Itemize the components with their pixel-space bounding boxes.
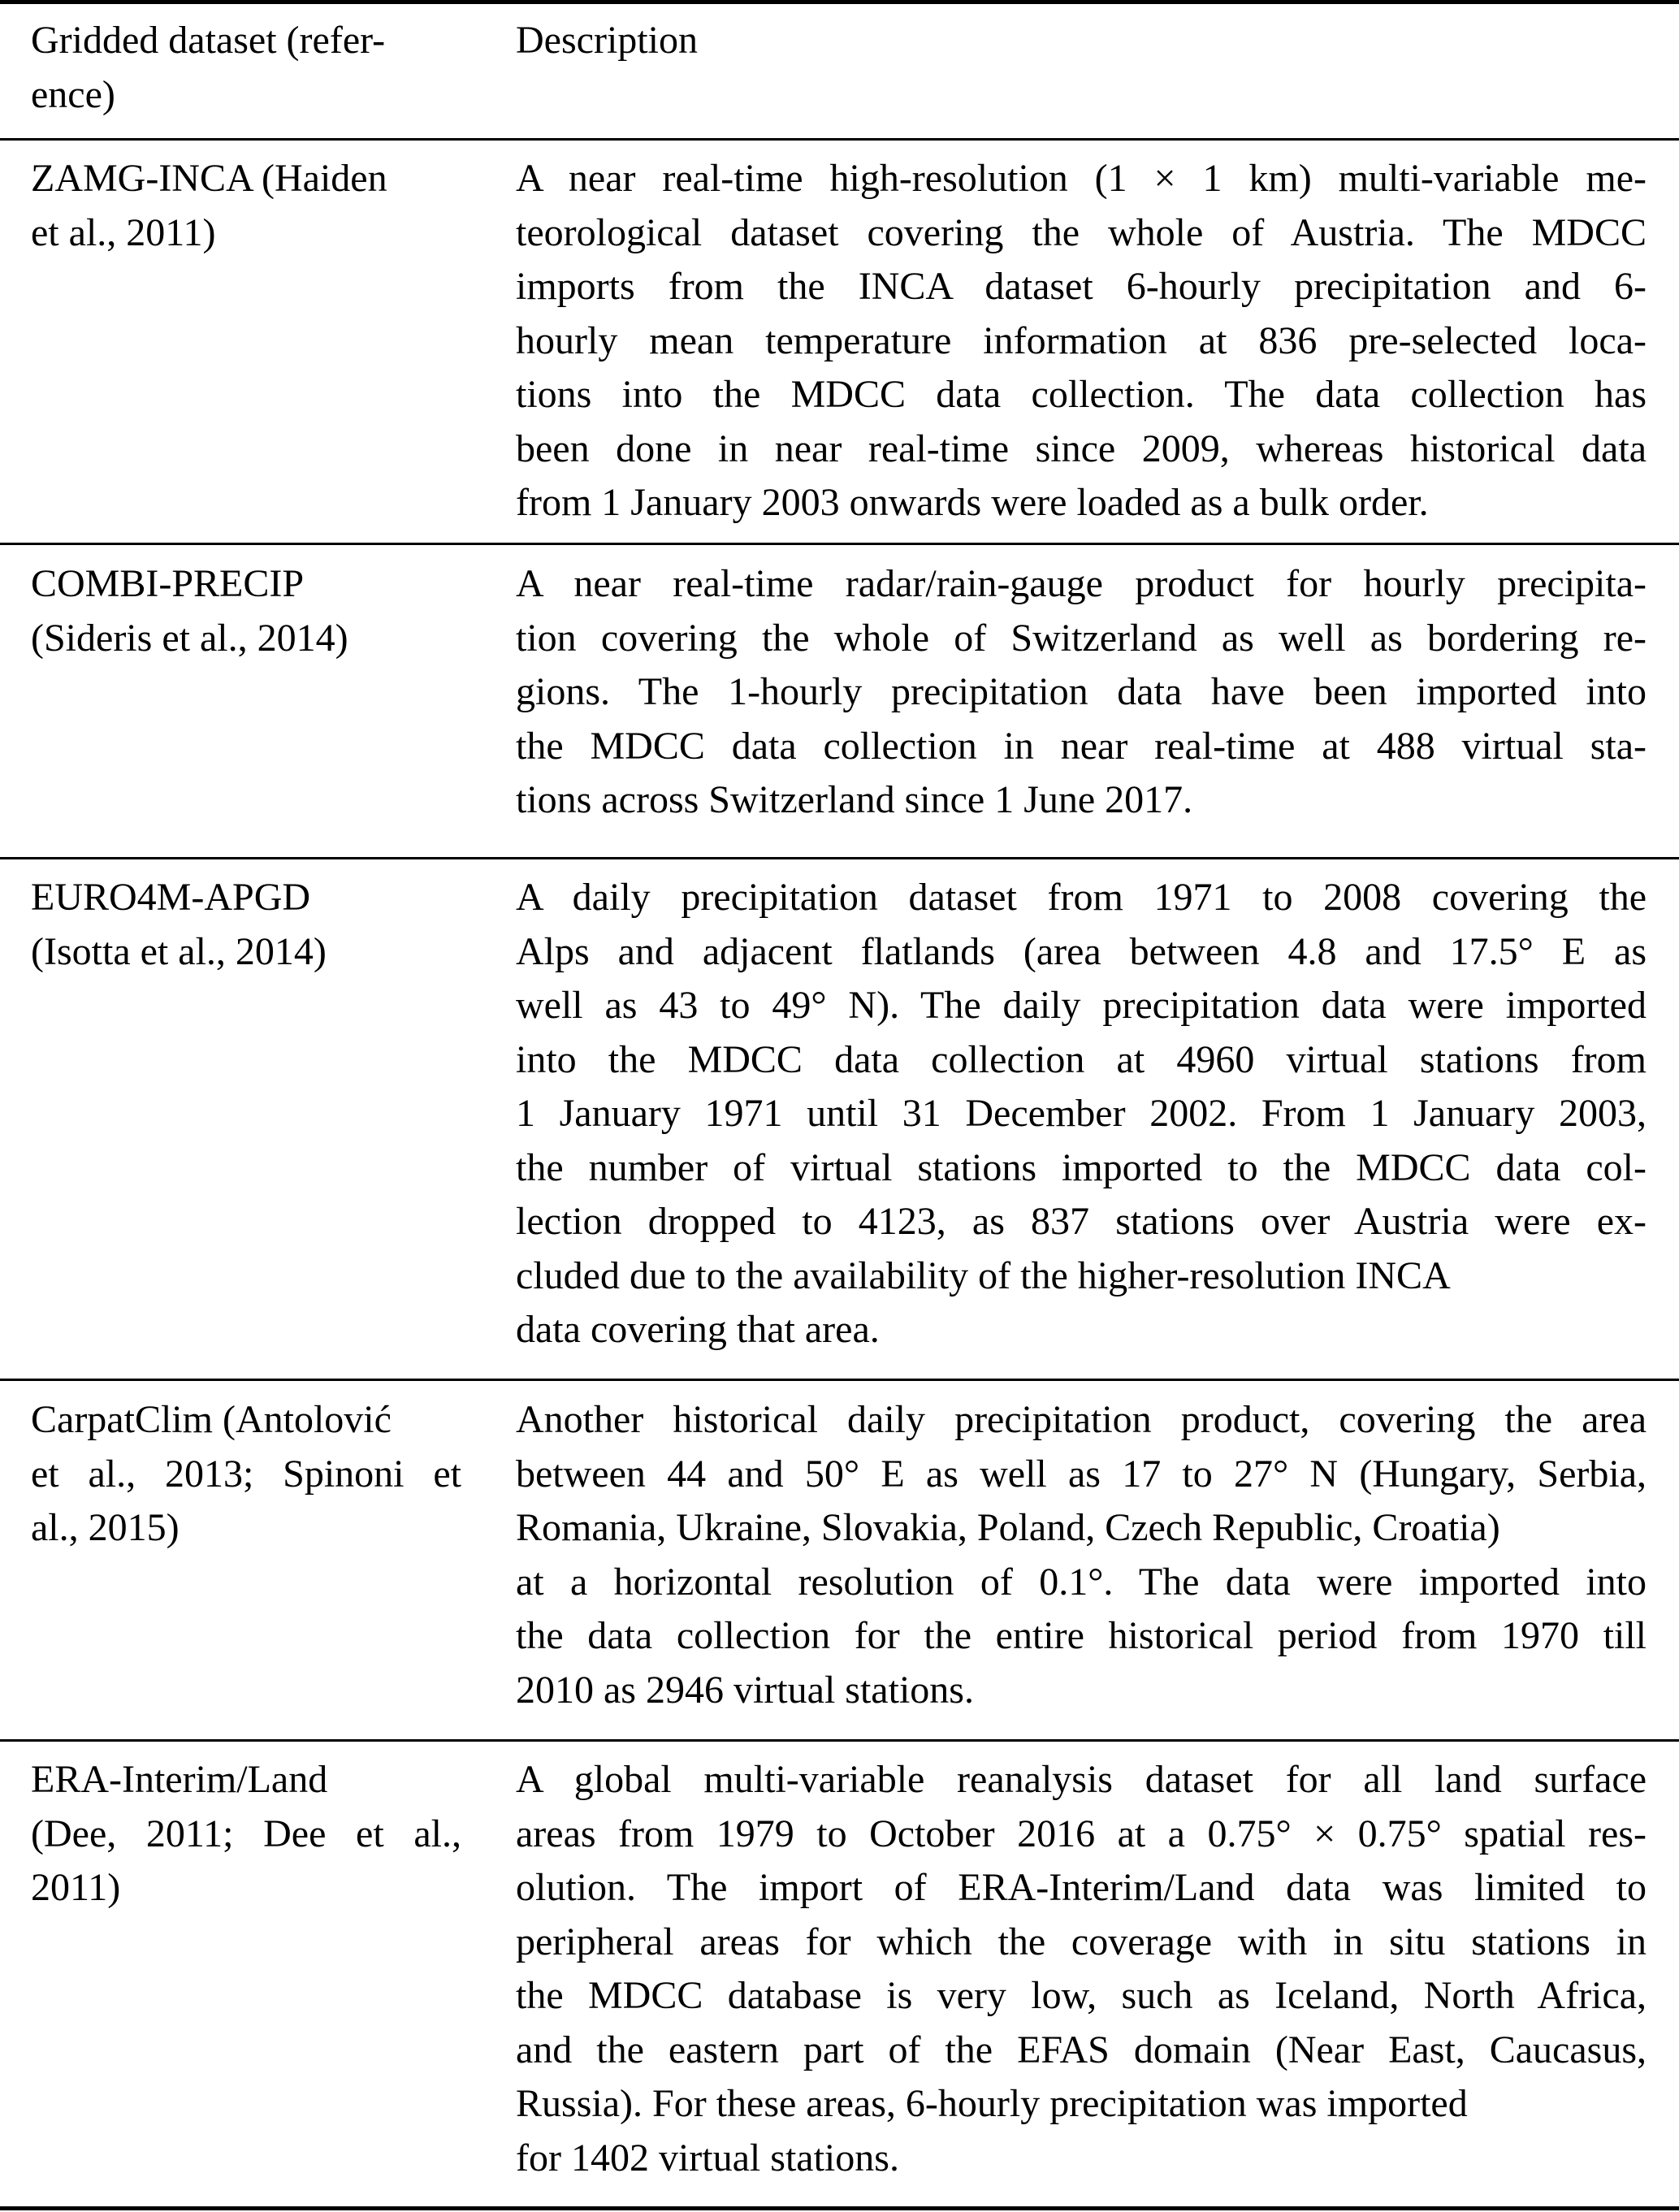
dataset-line: (Isotta et al., 2014) bbox=[31, 929, 327, 973]
description-line: between 44 and 50° E as well as 17 to 27° N (Hungary, Serbia, bbox=[516, 1452, 1647, 1496]
description-line: the MDCC data collection in near real-time at 488 virtual sta- bbox=[516, 724, 1647, 768]
dataset-line: et al., 2011) bbox=[31, 210, 216, 254]
description-line: A global multi-variable reanalysis dataset for all land surface bbox=[516, 1758, 1647, 1801]
dataset-line: EURO4M-APGD bbox=[31, 876, 311, 919]
description-line: hourly mean temperature information at 836 pre-selected loca- bbox=[516, 318, 1647, 362]
description-line: the data collection for the entire historical period from 1970 till bbox=[516, 1614, 1647, 1657]
header-rule bbox=[0, 138, 1679, 141]
description-line: gions. The 1-hourly precipitation data have been imported into bbox=[516, 670, 1647, 713]
header-dataset bbox=[31, 14, 461, 122]
description-line: Alps and adjacent flatlands (area between 4.8 and 17.5° E as bbox=[516, 929, 1647, 973]
dataset-cell bbox=[31, 871, 461, 979]
description-line: Another historical daily precipitation product, covering the area bbox=[516, 1398, 1647, 1441]
dataset-line: ERA-Interim/Land bbox=[31, 1758, 328, 1801]
description-line: Russia). For these areas, 6-hourly precipitation was imported bbox=[516, 2082, 1468, 2125]
header-description bbox=[516, 14, 1647, 68]
header-dataset-line: ence) bbox=[31, 72, 115, 116]
description-line: 1 January 1971 until 31 December 2002. From 1 January 2003, bbox=[516, 1092, 1647, 1135]
description-line: 2010 as 2946 virtual stations. bbox=[516, 1668, 974, 1712]
description-cell bbox=[516, 1753, 1647, 2185]
dataset-cell bbox=[31, 557, 461, 665]
description-line: A daily precipitation dataset from 1971 to 2008 covering the bbox=[516, 876, 1647, 919]
dataset-line: et al., 2013; Spinoni et bbox=[31, 1452, 461, 1496]
description-cell bbox=[516, 152, 1647, 530]
dataset-line: (Dee, 2011; Dee et al., bbox=[31, 1812, 461, 1855]
description-line: areas from 1979 to October 2016 at a 0.75° × 0.75° spatial res- bbox=[516, 1812, 1647, 1855]
description-line: lection dropped to 4123, as 837 stations over Austria were ex- bbox=[516, 1200, 1647, 1243]
dataset-line: CarpatClim (Antolović bbox=[31, 1398, 392, 1441]
description-line: from 1 January 2003 onwards were loaded as a bulk order. bbox=[516, 481, 1429, 524]
description-line: cluded due to the availability of the higher-resolution INCA bbox=[516, 1253, 1451, 1297]
description-cell bbox=[516, 871, 1647, 1357]
description-line: imports from the INCA dataset 6-hourly precipitation and 6- bbox=[516, 265, 1647, 308]
description-line: the MDCC database is very low, such as Iceland, North Africa, bbox=[516, 1974, 1647, 2017]
top-rule bbox=[0, 0, 1679, 4]
row-divider bbox=[0, 1379, 1679, 1381]
description-line: teorological dataset covering the whole of Austria. The MDCC bbox=[516, 210, 1647, 254]
description-line: into the MDCC data collection at 4960 virtual stations from bbox=[516, 1037, 1647, 1081]
description-line: peripheral areas for which the coverage with in situ stations in bbox=[516, 1920, 1647, 1963]
dataset-line: al., 2015) bbox=[31, 1506, 180, 1549]
dataset-line: COMBI-PRECIP bbox=[31, 562, 305, 605]
description-line: well as 43 to 49° N). The daily precipitation data were imported bbox=[516, 984, 1647, 1027]
description-line: A near real-time radar/rain-gauge product for hourly precipita- bbox=[516, 562, 1647, 605]
description-line: the number of virtual stations imported to the MDCC data col- bbox=[516, 1145, 1647, 1189]
description-line: A near real-time high-resolution (1 × 1 km) multi-variable me- bbox=[516, 157, 1647, 200]
description-line: for 1402 virtual stations. bbox=[516, 2136, 899, 2180]
header-description-text: Description bbox=[516, 19, 698, 62]
description-line: tions across Switzerland since 1 June 2017. bbox=[516, 778, 1193, 821]
dataset-cell bbox=[31, 1393, 461, 1556]
dataset-line: 2011) bbox=[31, 1866, 121, 1909]
bottom-rule bbox=[0, 2206, 1679, 2210]
dataset-line: (Sideris et al., 2014) bbox=[31, 616, 348, 660]
description-line: tions into the MDCC data collection. The data collection has bbox=[516, 373, 1647, 416]
description-line: at a horizontal resolution of 0.1°. The data were imported into bbox=[516, 1560, 1647, 1604]
row-divider bbox=[0, 543, 1679, 545]
dataset-line: ZAMG-INCA (Haiden bbox=[31, 157, 387, 200]
description-line: olution. The import of ERA-Interim/Land data was limited to bbox=[516, 1866, 1647, 1909]
dataset-cell bbox=[31, 152, 461, 260]
row-divider bbox=[0, 857, 1679, 859]
dataset-cell bbox=[31, 1753, 461, 1915]
description-cell bbox=[516, 1393, 1647, 1717]
description-line: been done in near real-time since 2009, whereas historical data bbox=[516, 426, 1647, 470]
description-line: data covering that area. bbox=[516, 1308, 880, 1351]
row-divider bbox=[0, 1739, 1679, 1742]
description-line: and the eastern part of the EFAS domain (Near East, Caucasus, bbox=[516, 2028, 1647, 2071]
description-cell bbox=[516, 557, 1647, 828]
header-dataset-line: Gridded dataset (refer- bbox=[31, 19, 386, 62]
description-line: tion covering the whole of Switzerland as well as bordering re- bbox=[516, 616, 1647, 660]
description-line: Romania, Ukraine, Slovakia, Poland, Czech Republic, Croatia) bbox=[516, 1506, 1500, 1549]
